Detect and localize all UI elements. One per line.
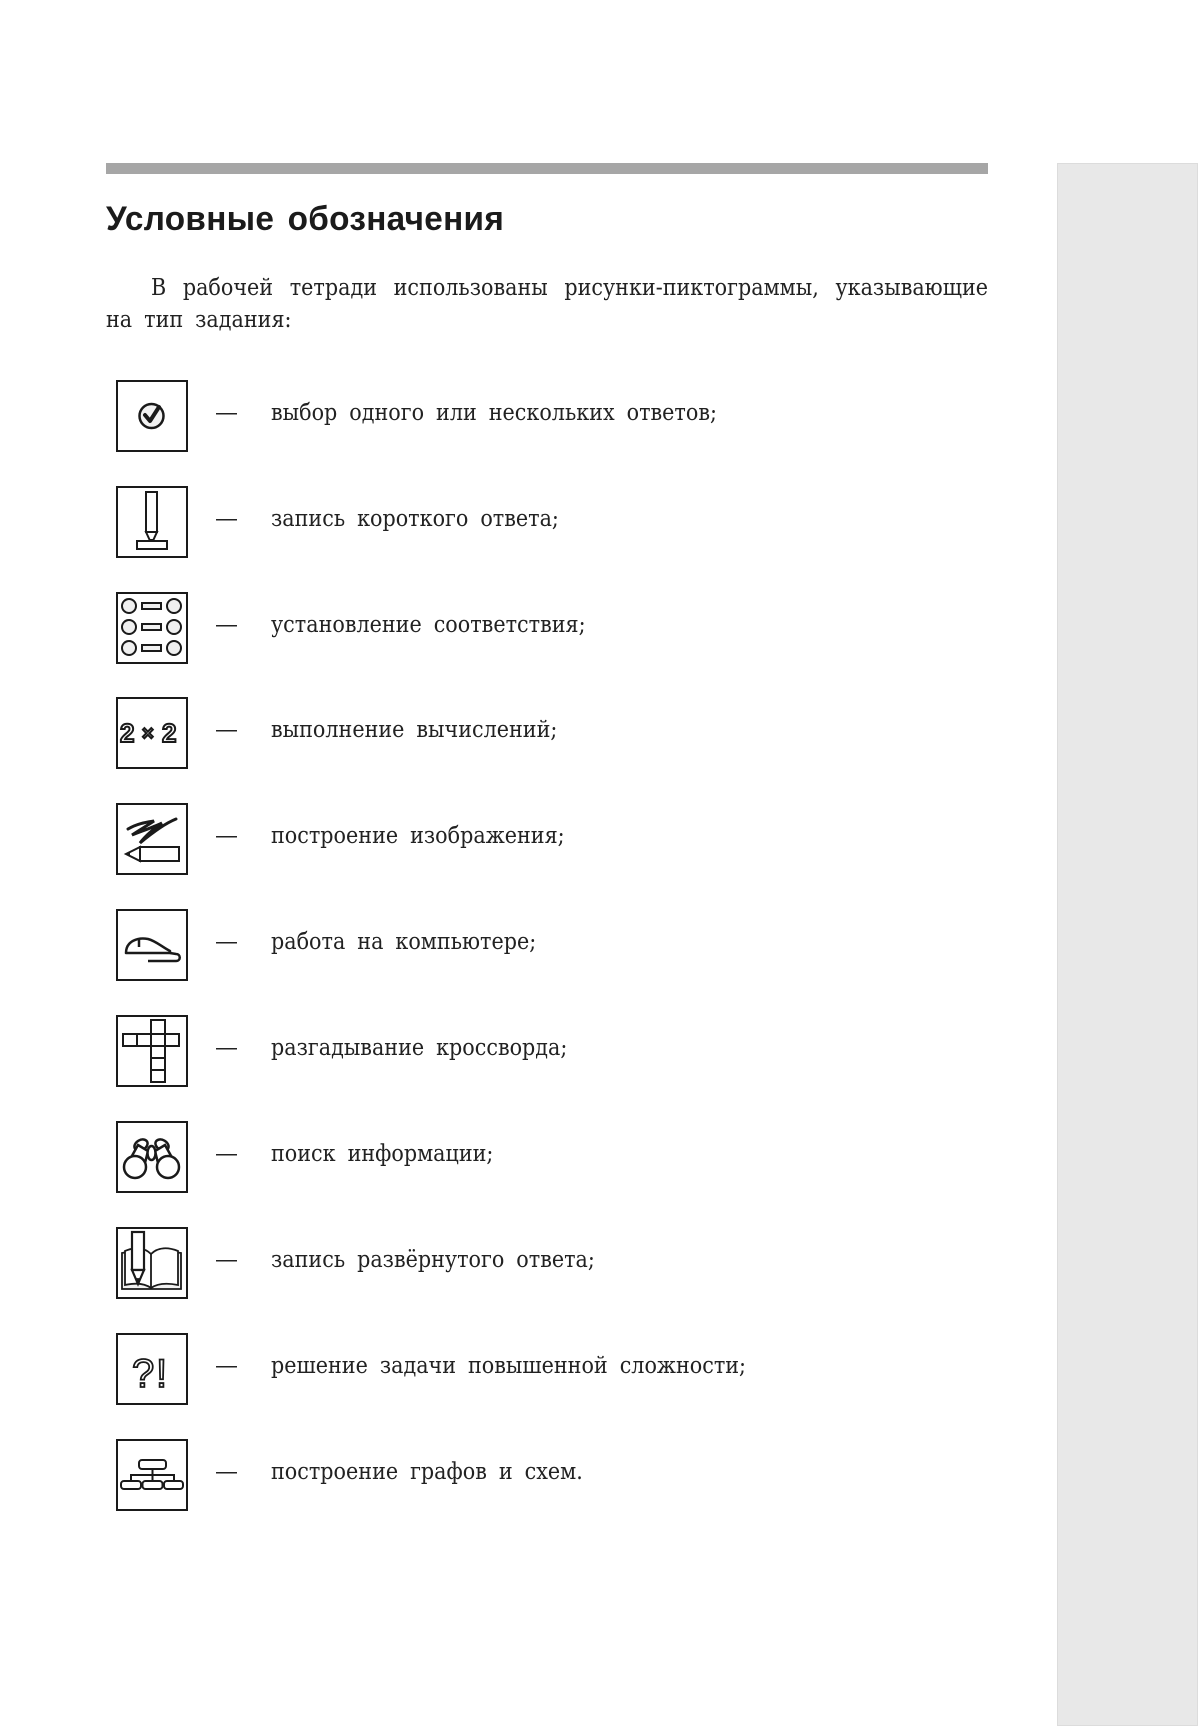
crossword-icon	[116, 1015, 188, 1087]
dash-separator: —	[215, 1035, 238, 1061]
dash-separator: —	[215, 1459, 238, 1485]
matching-icon	[116, 592, 188, 664]
legend-label: поиск информации;	[271, 1141, 494, 1167]
pencil-line-icon	[116, 486, 188, 558]
legend-item	[116, 592, 1016, 664]
legend-label: решение задачи повышенной сложности;	[271, 1353, 747, 1379]
legend-item	[116, 1439, 1016, 1511]
dash-separator: —	[215, 612, 238, 638]
pencil-book-icon	[116, 1227, 188, 1299]
legend-label: запись короткого ответа;	[271, 506, 559, 532]
legend-label: построение изображения;	[271, 823, 565, 849]
legend-item	[116, 697, 1016, 769]
dash-separator: —	[215, 929, 238, 955]
dash-separator: —	[215, 400, 238, 426]
dash-separator: —	[215, 1247, 238, 1273]
side-margin-panel	[1057, 163, 1198, 1726]
legend-item	[116, 486, 1016, 558]
svg-text:2: 2	[120, 718, 135, 748]
dash-separator: —	[215, 717, 238, 743]
intro-paragraph	[106, 272, 988, 336]
checkmark-circle-icon	[116, 380, 188, 452]
svg-text:?: ?	[132, 1352, 155, 1396]
drawing-pencil-icon	[116, 803, 188, 875]
legend-label: выбор одного или нескольких ответов;	[271, 400, 717, 426]
legend-item	[116, 909, 1016, 981]
calculation-2x2-icon	[116, 697, 188, 769]
legend-item	[116, 380, 1016, 452]
legend-item	[116, 1015, 1016, 1087]
page-title: Условные обозначения	[106, 200, 505, 238]
legend-item	[116, 1227, 1016, 1299]
top-divider-rule	[106, 163, 988, 174]
dash-separator: —	[215, 823, 238, 849]
legend-item	[116, 1333, 1016, 1405]
dash-separator: —	[215, 506, 238, 532]
legend-item	[116, 803, 1016, 875]
binoculars-icon	[116, 1121, 188, 1193]
legend-label: запись развёрнутого ответа;	[271, 1247, 595, 1273]
svg-text:2: 2	[162, 718, 177, 748]
hierarchy-diagram-icon	[116, 1439, 188, 1511]
svg-text:×: ×	[142, 723, 154, 745]
question-exclamation-icon	[116, 1333, 188, 1405]
legend-label: построение графов и схем.	[271, 1459, 583, 1485]
legend-item	[116, 1121, 1016, 1193]
intro-text: В рабочей тетради использованы рисунки-пиктограммы, указывающие на тип задания:	[106, 275, 988, 333]
legend-label: установление соответствия;	[271, 612, 586, 638]
legend-label: работа на компьютере;	[271, 929, 537, 955]
dash-separator: —	[215, 1141, 238, 1167]
computer-mouse-icon	[116, 909, 188, 981]
legend-label: разгадывание кроссворда;	[271, 1035, 568, 1061]
legend-label: выполнение вычислений;	[271, 717, 558, 743]
svg-text:!: !	[156, 1352, 168, 1396]
dash-separator: —	[215, 1353, 238, 1379]
